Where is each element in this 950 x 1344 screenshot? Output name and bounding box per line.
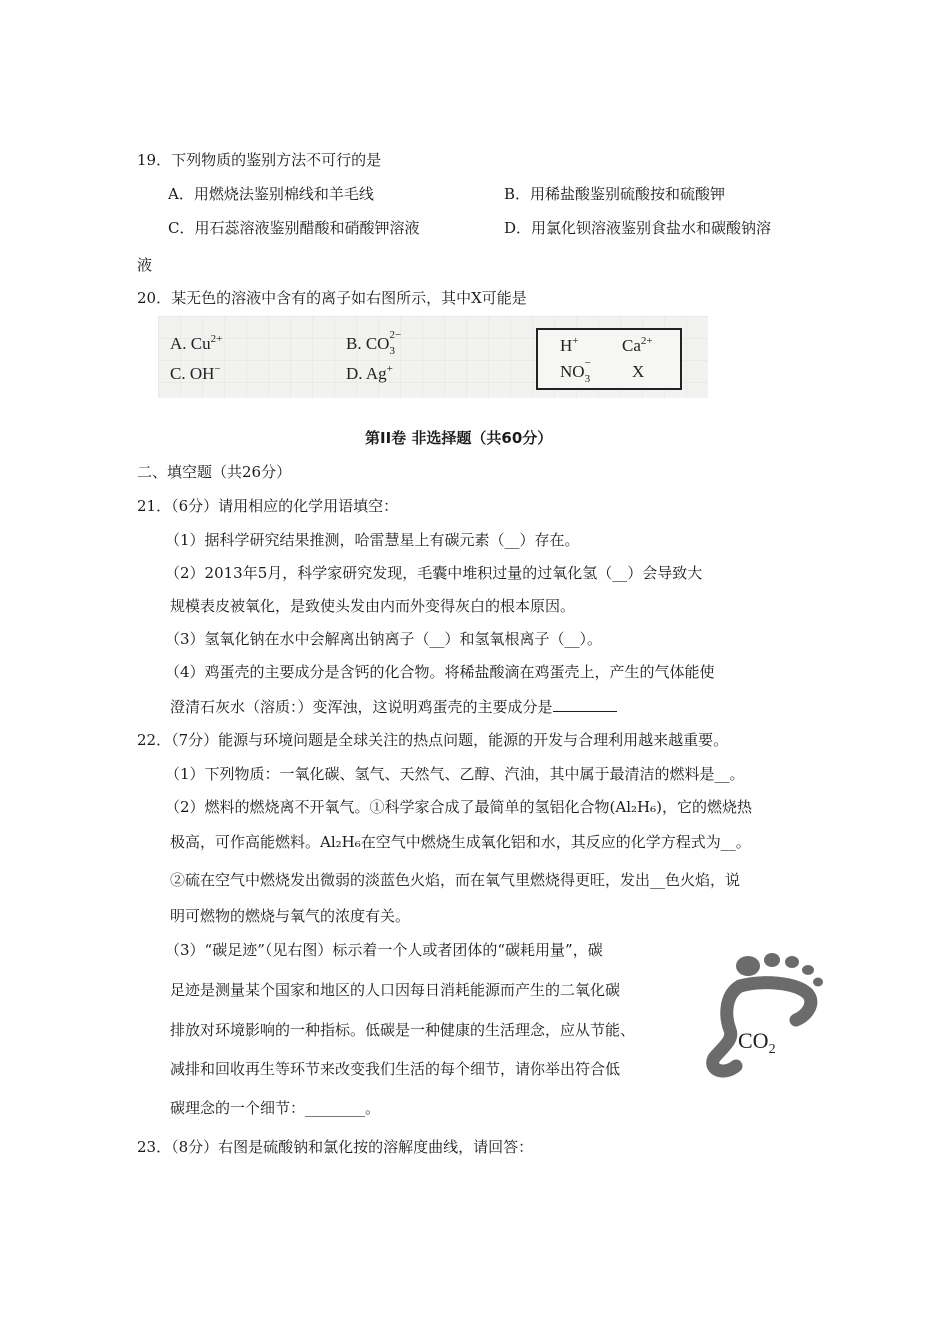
q22-part-2-line1: （2）燃料的燃烧离不开氧气。①科学家合成了最简单的氢铝化合物(Al₂H₆)，它的燃烧热 <box>165 798 752 816</box>
q22-part-1: （1）下列物质：一氧化碳、氢气、天然气、乙醇、汽油，其中属于最清洁的燃料是__。 <box>165 765 745 783</box>
q21-part-1: （1）据科学研究结果推测，哈雷慧星上有碳元素（__）存在。 <box>165 531 580 549</box>
q22-part-3-line2: 足迹是测量某个国家和地区的人口因每日消耗能源而产生的二氧化碳 <box>170 981 621 999</box>
part-heading: 二、填空题（共26分） <box>137 463 292 481</box>
toe-5 <box>813 978 823 987</box>
toe-3 <box>785 956 799 968</box>
q22-part-2-line3: ②硫在空气中燃烧发出微弱的淡蓝色火焰，而在氧气里燃烧得更旺，发出__色火焰，说 <box>170 871 741 889</box>
q20-fig-option-b: B. CO 2− 3 <box>346 329 402 358</box>
q19-option-d: D．用氯化钡溶液鉴别食盐水和碳酸钠溶 <box>504 219 772 237</box>
q19-option-d-continued: 液 <box>137 256 153 274</box>
q19-option-c: C．用石蕊溶液鉴别醋酸和硝酸钾溶液 <box>168 219 420 237</box>
answer-blank <box>553 695 617 712</box>
toe-1 <box>736 956 760 976</box>
ion-x: X <box>632 362 645 381</box>
q21-part-3: （3）氢氧化钠在水中会解离出钠离子（__）和氢氧根离子（__）。 <box>165 630 603 648</box>
q21-part-4-line2: 澄清石灰水（溶质：）变浑浊，这说明鸡蛋壳的主要成分是 <box>170 695 617 717</box>
q21-stem: 21．（6分）请用相应的化学用语填空： <box>137 497 399 515</box>
q21-part-4-line1: （4）鸡蛋壳的主要成分是含钙的化合物。将稀盐酸滴在鸡蛋壳上，产生的气体能使 <box>165 663 715 681</box>
ion-hydrogen: H+ <box>560 335 579 355</box>
q19-stem: 19．下列物质的鉴别方法不可行的是 <box>137 151 382 169</box>
q22-part-3-line4: 减排和回收再生等环节来改变我们生活的每个细节，请你举出符合低 <box>170 1060 621 1078</box>
q20-fig-option-a: A. $Cu^{2+}$ <box>170 333 223 353</box>
co2-label: $CO_2$ <box>738 1028 776 1057</box>
q23-stem: 23．（8分）右图是硫酸钠和氯化按的溶解度曲线，请回答： <box>137 1138 534 1156</box>
q22-part-3-line3: 排放对环境影响的一种指标。低碳是一种健康的生活理念，应从节能、 <box>170 1021 636 1039</box>
q20-figure <box>158 316 708 398</box>
q22-part-2-line4: 明可燃物的燃烧与氧气的浓度有关。 <box>170 907 411 925</box>
q20-stem: 20．某无色的溶液中含有的离子如右图所示，其中X可能是 <box>137 289 527 307</box>
ion-box <box>536 328 682 390</box>
q21-part-2-line2: 规模表皮被氧化，是致使头发由内而外变得灰白的根本原因。 <box>170 597 576 615</box>
q22-stem: 22．（7分）能源与环境问题是全球关注的热点问题，能源的开发与合理利用越来越重要。 <box>137 731 729 749</box>
ion-nitrate: NO − 3 <box>560 357 591 386</box>
q22-part-3-line1: （3）“碳足迹”（见右图）标示着一个人或者团体的“碳耗用量”，碳 <box>165 941 603 959</box>
q22-part-3-line5: 碳理念的一个细节：________。 <box>170 1099 381 1117</box>
carbon-footprint-icon <box>700 948 826 1078</box>
q20-fig-option-d: D. Ag+ <box>346 363 393 383</box>
q19-option-b: B．用稀盐酸鉴别硫酸按和硫酸钾 <box>504 185 726 203</box>
toe-4 <box>802 965 814 975</box>
q22-part-2-line2: 极高，可作高能燃料。Al₂H₆在空气中燃烧生成氧化铝和水，其反应的化学方程式为__。 <box>170 833 751 851</box>
section-title: 第II卷 非选择题（共60分） <box>365 429 553 447</box>
sole-top <box>740 983 811 1020</box>
toe-2 <box>764 953 780 967</box>
q20-fig-option-c: C. OH− <box>170 363 221 383</box>
q19-option-a: A．用燃烧法鉴别棉线和羊毛线 <box>168 185 374 203</box>
q21-part-2-line1: （2）2013年5月，科学家研究发现，毛囊中堆积过量的过氧化氢（__）会导致大 <box>165 564 703 582</box>
sole-side <box>713 986 740 1071</box>
ion-calcium: $Ca^{2+}$ <box>622 335 653 355</box>
